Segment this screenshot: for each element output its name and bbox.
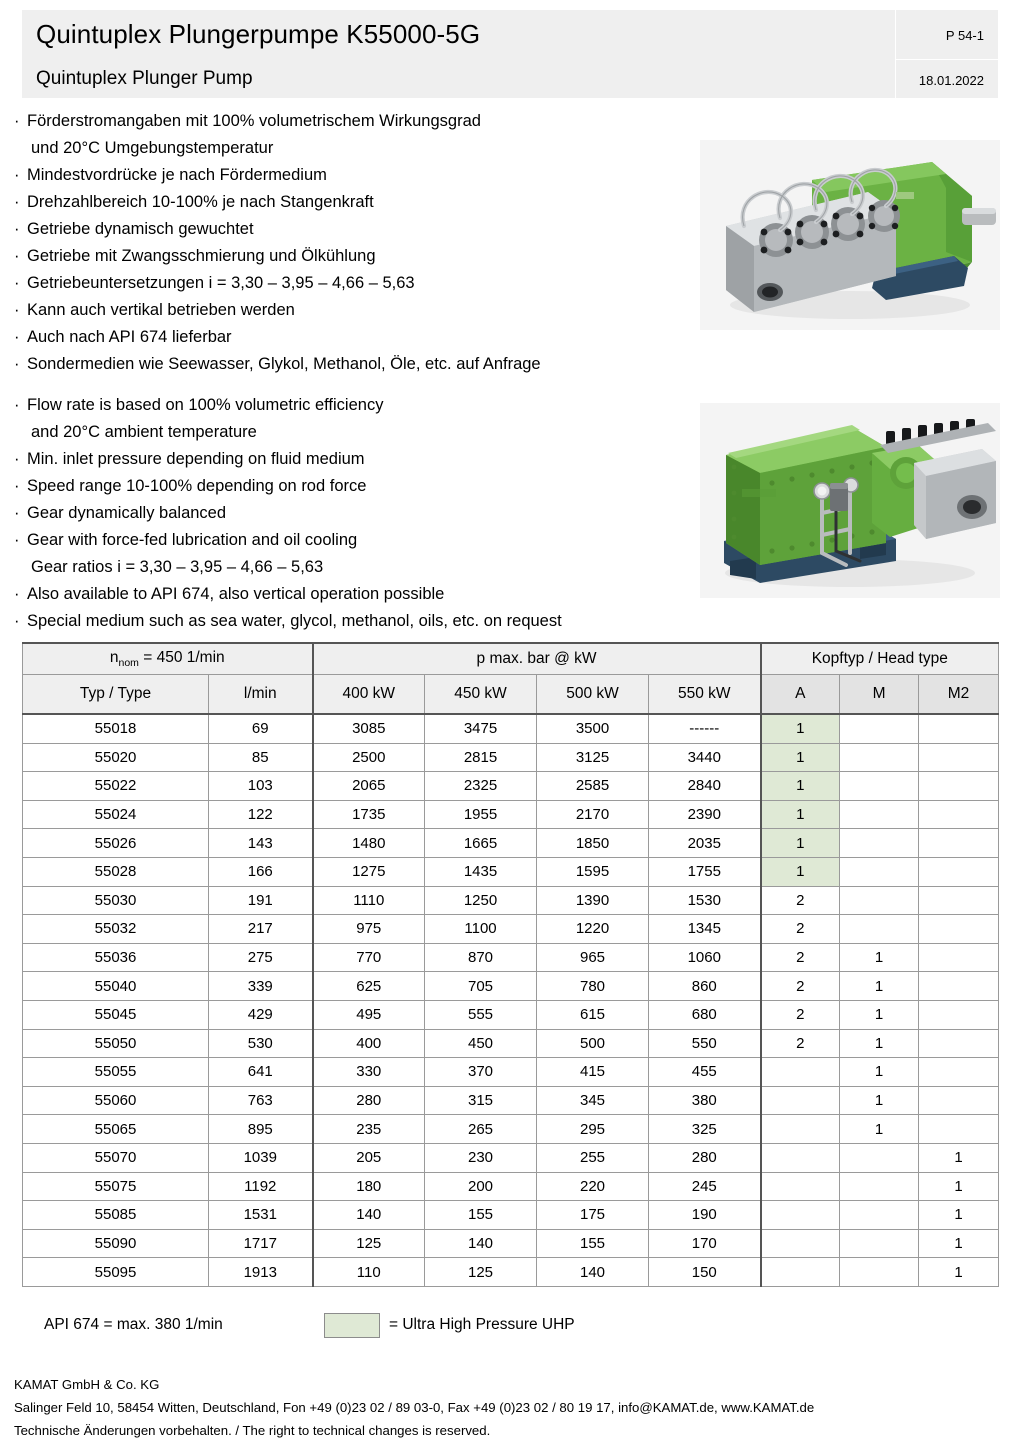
cell-lmin: 122 <box>209 800 313 829</box>
cell-head-a <box>761 1086 840 1115</box>
cell-lmin: 1913 <box>209 1258 313 1287</box>
cell-type: 55020 <box>23 743 209 772</box>
table-row <box>23 714 999 743</box>
bullet-dot-icon: · <box>14 450 20 468</box>
cell-550kw: 860 <box>649 972 761 1001</box>
cell-450kw: 315 <box>425 1086 537 1115</box>
cell-head-m <box>840 772 919 801</box>
specification-table <box>22 642 999 1287</box>
table-row <box>23 829 999 858</box>
cell-lmin: 1192 <box>209 1172 313 1201</box>
cell-lmin: 166 <box>209 857 313 886</box>
cell-550kw: 3440 <box>649 743 761 772</box>
col-header-m: M <box>840 675 919 715</box>
cell-500kw: 3500 <box>537 714 649 743</box>
feature-en-item <box>14 392 674 419</box>
cell-lmin: 1039 <box>209 1143 313 1172</box>
cell-450kw: 125 <box>425 1258 537 1287</box>
feature-de-item-label: Förderstromangaben mit 100% volumetrischem Wirkungsgrad <box>27 112 481 130</box>
uhp-legend-label: = Ultra High Pressure UHP <box>389 1316 575 1333</box>
cell-head-a: 2 <box>761 1029 840 1058</box>
cell-head-a: 2 <box>761 915 840 944</box>
cell-head-m: 1 <box>840 972 919 1001</box>
cell-550kw: 1345 <box>649 915 761 944</box>
cell-500kw: 1220 <box>537 915 649 944</box>
cell-550kw: 1530 <box>649 886 761 915</box>
col-header-lmin: l/min <box>209 675 313 715</box>
table-row <box>23 1172 999 1201</box>
feature-de-item-label: und 20°C Umgebungstemperatur <box>31 139 274 157</box>
cell-head-m <box>840 1258 919 1287</box>
cell-type: 55065 <box>23 1115 209 1144</box>
group-header-headtype: Kopftyp / Head type <box>761 643 999 675</box>
table-row <box>23 1000 999 1029</box>
bullet-dot-icon: · <box>14 166 20 184</box>
cell-400kw: 2065 <box>313 772 425 801</box>
col-header-450kw: 450 kW <box>425 675 537 715</box>
table-row <box>23 1115 999 1144</box>
feature-en-item-label: Min. inlet pressure depending on fluid medium <box>27 450 365 468</box>
cell-550kw: 2840 <box>649 772 761 801</box>
cell-lmin: 143 <box>209 829 313 858</box>
cell-lmin: 275 <box>209 943 313 972</box>
header-subtitle-row <box>22 59 998 98</box>
feature-en-item-label: and 20°C ambient temperature <box>31 423 257 441</box>
cell-450kw: 155 <box>425 1201 537 1230</box>
feature-en-item-label: Gear with force-fed lubrication and oil cooling <box>27 531 358 549</box>
cell-head-a: 1 <box>761 772 840 801</box>
table-row <box>23 886 999 915</box>
cell-450kw: 2815 <box>425 743 537 772</box>
cell-head-m: 1 <box>840 943 919 972</box>
cell-400kw: 770 <box>313 943 425 972</box>
feature-list-german <box>14 108 674 378</box>
cell-400kw: 1110 <box>313 886 425 915</box>
table-row <box>23 1086 999 1115</box>
cell-head-a: 1 <box>761 800 840 829</box>
cell-head-m <box>840 1143 919 1172</box>
table-group-header-row <box>23 643 999 675</box>
cell-head-m <box>840 886 919 915</box>
cell-lmin: 217 <box>209 915 313 944</box>
feature-de-item-label: Sondermedien wie Seewasser, Glykol, Methanol, Öle, etc. auf Anfrage <box>27 355 541 373</box>
api-note: API 674 = max. 380 1/min <box>44 1316 223 1333</box>
cell-head-m2 <box>919 972 999 1001</box>
feature-de-item-label: Drehzahlbereich 10-100% je nach Stangenkraft <box>27 193 374 211</box>
cell-400kw: 125 <box>313 1229 425 1258</box>
cell-550kw: 550 <box>649 1029 761 1058</box>
cell-lmin: 1531 <box>209 1201 313 1230</box>
cell-450kw: 1100 <box>425 915 537 944</box>
cell-type: 55055 <box>23 1058 209 1087</box>
cell-head-m2 <box>919 743 999 772</box>
cell-400kw: 280 <box>313 1086 425 1115</box>
cell-450kw: 555 <box>425 1000 537 1029</box>
cell-500kw: 1595 <box>537 857 649 886</box>
product-image-gearbox <box>700 403 1000 598</box>
cell-head-m2 <box>919 1086 999 1115</box>
cell-450kw: 2325 <box>425 772 537 801</box>
bullet-dot-icon: · <box>14 585 20 603</box>
feature-de-item <box>14 243 674 270</box>
cell-500kw: 140 <box>537 1258 649 1287</box>
feature-de-item-label: Auch nach API 674 lieferbar <box>27 328 232 346</box>
cell-head-m <box>840 1229 919 1258</box>
table-row <box>23 743 999 772</box>
table-body <box>23 714 999 1286</box>
cell-head-m2 <box>919 886 999 915</box>
table-row <box>23 1201 999 1230</box>
cell-type: 55060 <box>23 1086 209 1115</box>
cell-550kw: 150 <box>649 1258 761 1287</box>
cell-500kw: 415 <box>537 1058 649 1087</box>
speed-prefix: n <box>109 648 119 666</box>
cell-head-m <box>840 915 919 944</box>
cell-450kw: 200 <box>425 1172 537 1201</box>
feature-en-item-label: Special medium such as sea water, glycol, methanol, oils, etc. on request <box>27 612 562 630</box>
cell-head-m2 <box>919 915 999 944</box>
cell-type: 55032 <box>23 915 209 944</box>
cell-lmin: 85 <box>209 743 313 772</box>
feature-en-item-label: Also available to API 674, also vertical operation possible <box>27 585 445 603</box>
cell-head-m <box>840 1201 919 1230</box>
col-header-400kw: 400 kW <box>313 675 425 715</box>
cell-550kw: 680 <box>649 1000 761 1029</box>
cell-head-m: 1 <box>840 1000 919 1029</box>
cell-500kw: 615 <box>537 1000 649 1029</box>
cell-type: 55090 <box>23 1229 209 1258</box>
footer-disclaimer: Technische Änderungen vorbehalten. / The right to technical changes is reserved. <box>14 1423 491 1438</box>
cell-head-m2 <box>919 943 999 972</box>
cell-head-a: 2 <box>761 972 840 1001</box>
cell-400kw: 140 <box>313 1201 425 1230</box>
feature-de-item <box>14 216 674 243</box>
cell-head-a: 2 <box>761 943 840 972</box>
cell-400kw: 330 <box>313 1058 425 1087</box>
uhp-color-swatch <box>324 1313 380 1338</box>
bullet-dot-icon: · <box>14 247 20 265</box>
table-row <box>23 1258 999 1287</box>
document-date: 18.01.2022 <box>918 73 984 88</box>
cell-500kw: 500 <box>537 1029 649 1058</box>
cell-type: 55024 <box>23 800 209 829</box>
cell-head-m <box>840 743 919 772</box>
table-row <box>23 1029 999 1058</box>
cell-head-m <box>840 857 919 886</box>
page-title-de: Quintuplex Plungerpumpe K55000-5G <box>36 19 481 49</box>
cell-500kw: 780 <box>537 972 649 1001</box>
speed-suffix: = 450 1/min <box>138 648 225 666</box>
table-row <box>23 1058 999 1087</box>
cell-lmin: 895 <box>209 1115 313 1144</box>
header-horizontal-divider <box>895 59 998 60</box>
col-header-m2: M2 <box>919 675 999 715</box>
cell-head-m2: 1 <box>919 1172 999 1201</box>
cell-head-m <box>840 1172 919 1201</box>
cell-head-m: 1 <box>840 1029 919 1058</box>
feature-de-item-label: Getriebe dynamisch gewuchtet <box>27 220 254 238</box>
cell-lmin: 530 <box>209 1029 313 1058</box>
cell-500kw: 1390 <box>537 886 649 915</box>
cell-lmin: 69 <box>209 714 313 743</box>
feature-de-item <box>14 270 674 297</box>
table-column-header-row <box>23 675 999 715</box>
cell-head-a: 1 <box>761 829 840 858</box>
cell-head-m2 <box>919 1115 999 1144</box>
cell-type: 55075 <box>23 1172 209 1201</box>
cell-500kw: 3125 <box>537 743 649 772</box>
bullet-dot-icon: · <box>14 193 20 211</box>
cell-450kw: 450 <box>425 1029 537 1058</box>
cell-lmin: 641 <box>209 1058 313 1087</box>
feature-de-item-label: Kann auch vertikal betrieben werden <box>27 301 295 319</box>
cell-450kw: 1665 <box>425 829 537 858</box>
cell-500kw: 295 <box>537 1115 649 1144</box>
cell-head-m2: 1 <box>919 1229 999 1258</box>
feature-de-item <box>14 351 674 378</box>
feature-de-item-label: Mindestvordrücke je nach Fördermedium <box>27 166 327 184</box>
cell-lmin: 103 <box>209 772 313 801</box>
footer-company: KAMAT GmbH & Co. KG <box>14 1377 160 1392</box>
cell-500kw: 255 <box>537 1143 649 1172</box>
cell-lmin: 191 <box>209 886 313 915</box>
cell-400kw: 495 <box>313 1000 425 1029</box>
cell-500kw: 2585 <box>537 772 649 801</box>
cell-550kw: 1755 <box>649 857 761 886</box>
cell-550kw: 1060 <box>649 943 761 972</box>
header-vertical-divider <box>895 10 896 98</box>
bullet-dot-icon: · <box>14 112 20 130</box>
cell-lmin: 1717 <box>209 1229 313 1258</box>
cell-head-a <box>761 1258 840 1287</box>
table-row <box>23 857 999 886</box>
cell-head-a: 2 <box>761 1000 840 1029</box>
cell-type: 55045 <box>23 1000 209 1029</box>
cell-head-a <box>761 1201 840 1230</box>
table-row <box>23 943 999 972</box>
cell-450kw: 1955 <box>425 800 537 829</box>
cell-450kw: 1250 <box>425 886 537 915</box>
cell-550kw: 245 <box>649 1172 761 1201</box>
cell-head-a: 1 <box>761 743 840 772</box>
cell-head-a: 1 <box>761 714 840 743</box>
cell-head-m2: 1 <box>919 1143 999 1172</box>
feature-en-item <box>14 419 674 446</box>
product-image-fluid-end <box>700 140 1000 330</box>
page-header <box>22 10 998 98</box>
cell-450kw: 370 <box>425 1058 537 1087</box>
cell-head-m2 <box>919 857 999 886</box>
feature-en-item <box>14 446 674 473</box>
cell-450kw: 870 <box>425 943 537 972</box>
feature-de-item-label: Getriebeuntersetzungen i = 3,30 – 3,95 – 4,66 – 5,63 <box>27 274 415 292</box>
feature-de-item <box>14 297 674 324</box>
feature-de-item <box>14 135 674 162</box>
cell-400kw: 235 <box>313 1115 425 1144</box>
table-row <box>23 772 999 801</box>
cell-type: 55070 <box>23 1143 209 1172</box>
cell-head-m2 <box>919 714 999 743</box>
cell-type: 55018 <box>23 714 209 743</box>
cell-550kw: 380 <box>649 1086 761 1115</box>
cell-550kw: 280 <box>649 1143 761 1172</box>
feature-list-english <box>14 392 674 635</box>
cell-400kw: 3085 <box>313 714 425 743</box>
cell-500kw: 345 <box>537 1086 649 1115</box>
cell-400kw: 1735 <box>313 800 425 829</box>
header-title-row <box>22 10 998 59</box>
cell-type: 55028 <box>23 857 209 886</box>
feature-en-item <box>14 554 674 581</box>
cell-head-m2 <box>919 1029 999 1058</box>
footer-address: Salinger Feld 10, 58454 Witten, Deutschland, Fon +49 (0)23 02 / 89 03-0, Fax +49 (0)23 02 / 80 19 17, info@KAMAT.de, www.KAMAT.de <box>14 1400 815 1415</box>
cell-450kw: 1435 <box>425 857 537 886</box>
cell-550kw: 2390 <box>649 800 761 829</box>
feature-en-item <box>14 473 674 500</box>
cell-550kw: ------ <box>649 714 761 743</box>
cell-type: 55085 <box>23 1201 209 1230</box>
cell-type: 55036 <box>23 943 209 972</box>
cell-lmin: 763 <box>209 1086 313 1115</box>
cell-head-m2 <box>919 800 999 829</box>
bullet-dot-icon: · <box>14 274 20 292</box>
bullet-dot-icon: · <box>14 612 20 630</box>
bullet-dot-icon: · <box>14 504 20 522</box>
cell-550kw: 170 <box>649 1229 761 1258</box>
feature-de-item <box>14 162 674 189</box>
feature-en-item-label: Gear dynamically balanced <box>27 504 227 522</box>
cell-450kw: 265 <box>425 1115 537 1144</box>
page-title-en: Quintuplex Plunger Pump <box>36 67 253 89</box>
cell-450kw: 3475 <box>425 714 537 743</box>
cell-head-m2 <box>919 1000 999 1029</box>
cell-type: 55030 <box>23 886 209 915</box>
bullet-dot-icon: · <box>14 531 20 549</box>
feature-de-item <box>14 324 674 351</box>
feature-de-item <box>14 189 674 216</box>
speed-subscript: nom <box>118 657 139 670</box>
cell-type: 55026 <box>23 829 209 858</box>
cell-400kw: 975 <box>313 915 425 944</box>
bullet-dot-icon: · <box>14 220 20 238</box>
cell-450kw: 705 <box>425 972 537 1001</box>
cell-head-m: 1 <box>840 1086 919 1115</box>
col-header-a: A <box>761 675 840 715</box>
cell-550kw: 325 <box>649 1115 761 1144</box>
cell-400kw: 625 <box>313 972 425 1001</box>
cell-type: 55022 <box>23 772 209 801</box>
group-header-pressure: p max. bar @ kW <box>313 643 761 675</box>
cell-550kw: 190 <box>649 1201 761 1230</box>
feature-de-item <box>14 108 674 135</box>
cell-550kw: 455 <box>649 1058 761 1087</box>
cell-head-a <box>761 1143 840 1172</box>
table-row <box>23 800 999 829</box>
cell-500kw: 965 <box>537 943 649 972</box>
page-footer <box>14 1373 1004 1442</box>
cell-400kw: 110 <box>313 1258 425 1287</box>
bullet-dot-icon: · <box>14 477 20 495</box>
table-row <box>23 972 999 1001</box>
cell-400kw: 2500 <box>313 743 425 772</box>
cell-head-a <box>761 1115 840 1144</box>
table-row <box>23 915 999 944</box>
cell-head-m2: 1 <box>919 1201 999 1230</box>
table-row <box>23 1143 999 1172</box>
feature-de-item-label: Getriebe mit Zwangsschmierung und Ölkühlung <box>27 247 376 265</box>
cell-550kw: 2035 <box>649 829 761 858</box>
feature-en-item <box>14 608 674 635</box>
table-row <box>23 1229 999 1258</box>
cell-450kw: 140 <box>425 1229 537 1258</box>
bullet-dot-icon: · <box>14 355 20 373</box>
feature-en-item <box>14 500 674 527</box>
feature-en-item-label: Speed range 10-100% depending on rod force <box>27 477 367 495</box>
feature-en-item <box>14 527 674 554</box>
table-legend <box>44 1313 744 1339</box>
cell-head-m2 <box>919 772 999 801</box>
bullet-dot-icon: · <box>14 328 20 346</box>
cell-head-a: 2 <box>761 886 840 915</box>
feature-en-item-label: Flow rate is based on 100% volumetric efficiency <box>27 396 384 414</box>
cell-head-m <box>840 829 919 858</box>
bullet-dot-icon: · <box>14 396 20 414</box>
cell-head-a <box>761 1172 840 1201</box>
cell-head-m <box>840 714 919 743</box>
cell-head-m2 <box>919 829 999 858</box>
feature-en-item-label: Gear ratios i = 3,30 – 3,95 – 4,66 – 5,63 <box>31 558 324 576</box>
cell-lmin: 339 <box>209 972 313 1001</box>
cell-400kw: 1275 <box>313 857 425 886</box>
page-number: P 54-1 <box>945 28 984 43</box>
cell-500kw: 220 <box>537 1172 649 1201</box>
cell-500kw: 155 <box>537 1229 649 1258</box>
cell-500kw: 175 <box>537 1201 649 1230</box>
col-header-550kw: 550 kW <box>649 675 761 715</box>
cell-head-m <box>840 800 919 829</box>
cell-head-m: 1 <box>840 1058 919 1087</box>
cell-head-a: 1 <box>761 857 840 886</box>
cell-500kw: 2170 <box>537 800 649 829</box>
group-header-speed <box>23 643 313 675</box>
cell-450kw: 230 <box>425 1143 537 1172</box>
cell-type: 55095 <box>23 1258 209 1287</box>
cell-500kw: 1850 <box>537 829 649 858</box>
bullet-dot-icon: · <box>14 301 20 319</box>
cell-type: 55050 <box>23 1029 209 1058</box>
cell-type: 55040 <box>23 972 209 1001</box>
cell-head-a <box>761 1058 840 1087</box>
cell-lmin: 429 <box>209 1000 313 1029</box>
feature-en-item <box>14 581 674 608</box>
col-header-500kw: 500 kW <box>537 675 649 715</box>
cell-400kw: 205 <box>313 1143 425 1172</box>
cell-400kw: 400 <box>313 1029 425 1058</box>
cell-head-m2 <box>919 1058 999 1087</box>
cell-400kw: 1480 <box>313 829 425 858</box>
cell-400kw: 180 <box>313 1172 425 1201</box>
cell-head-m2: 1 <box>919 1258 999 1287</box>
col-header-type: Typ / Type <box>23 675 209 715</box>
cell-head-m: 1 <box>840 1115 919 1144</box>
cell-head-a <box>761 1229 840 1258</box>
